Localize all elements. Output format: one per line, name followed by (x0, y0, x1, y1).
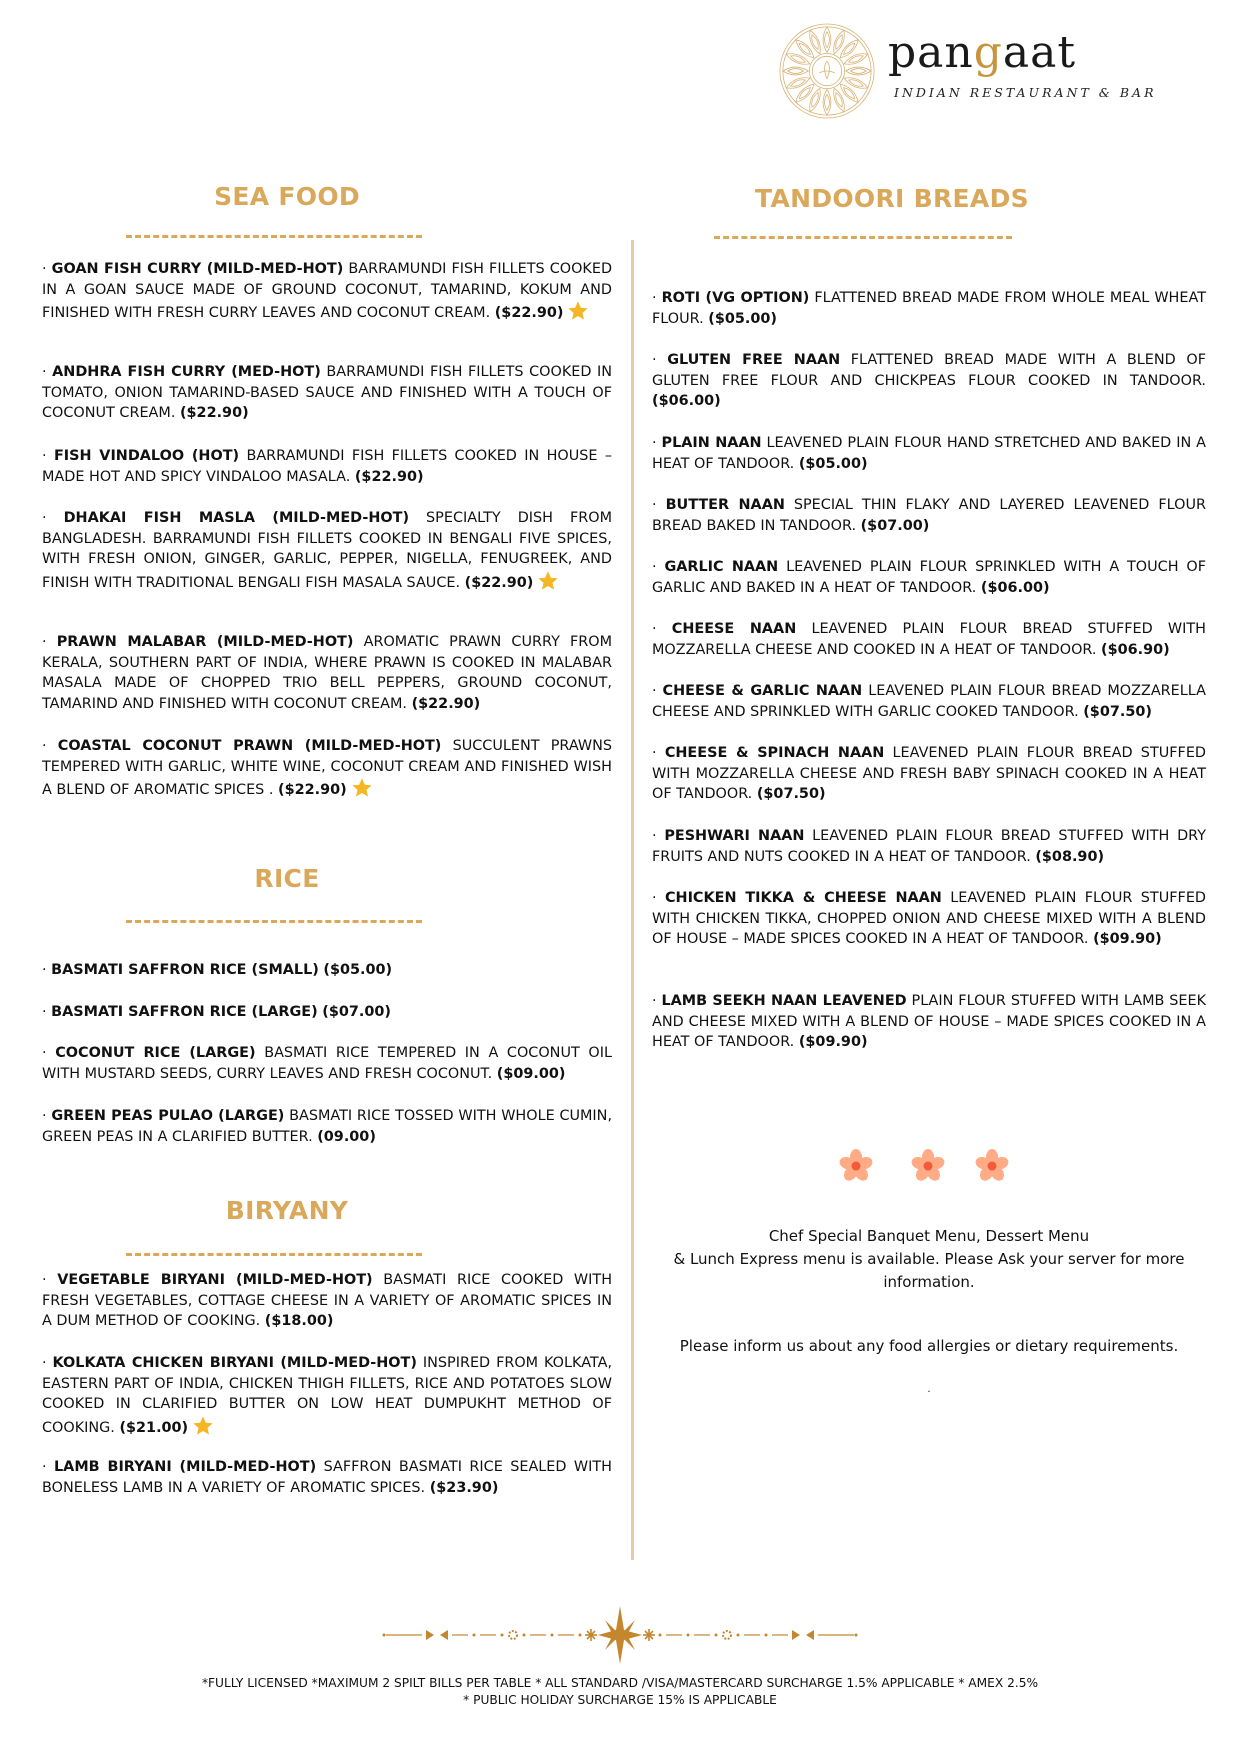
star-icon (537, 570, 559, 592)
menu-item: · LAMB BIRYANI (MILD-MED-HOT) SAFFRON BASMATI RICE SEALED WITH BONELESS LAMB IN A VARIETY OF AROMATIC SPICES. ($23.90) (42, 1459, 612, 1496)
menu-item: · GLUTEN FREE NAAN FLATTENED BREAD MADE WITH A BLEND OF GLUTEN FREE FLOUR AND CHICKPEAS FLOUR COOKED IN TANDOOR. ($06.00) (652, 352, 1206, 410)
flower-decoration (838, 1148, 1018, 1188)
menu-item: · PLAIN NAAN LEAVENED PLAIN FLOUR HAND STRETCHED AND BAKED IN A HEAT OF TANDOOR. ($05.00) (652, 435, 1207, 472)
allergy-note: Please inform us about any food allergies or dietary requirements. (679, 1337, 1179, 1355)
flower-icon (974, 1148, 1010, 1184)
brand-name: pangaat (888, 27, 1077, 78)
stray-dot: . (927, 1384, 931, 1395)
column-divider (631, 240, 634, 1560)
menu-item: · COASTAL COCONUT PRAWN (MILD-MED-HOT) SUCCULENT PRAWNS TEMPERED WITH GARLIC, WHITE WINE, COCONUT CREAM AND FINISHED WISH A BLEND OF AROMATIC SPICES . ($22.90) (42, 738, 613, 799)
footer-terms (100, 1675, 1140, 1709)
menu-item: · FISH VINDALOO (HOT) BARRAMUNDI FISH FILLETS COOKED IN HOUSE – MADE HOT AND SPICY VINDALOO MASALA. ($22.90) (42, 448, 613, 485)
menu-item: · CHEESE & SPINACH NAAN LEAVENED PLAIN FLOUR BREAD STUFFED WITH MOZZARELLA CHEESE AND FRESH BABY SPINACH COOKED IN A HEAT OF TANDOOR. ($07.50) (652, 745, 1206, 803)
menu-item: · COCONUT RICE (LARGE) BASMATI RICE TEMPERED IN A COCONUT OIL WITH MUSTARD SEEDS, CURRY LEAVES AND FRESH COCONUT. ($09.00) (42, 1045, 613, 1082)
section-underline (714, 236, 1012, 239)
menu-item: · VEGETABLE BIRYANI (MILD-MED-HOT) BASMATI RICE COOKED WITH FRESH VEGETABLES, COTTAGE CHEESE IN A VARIETY OF AROMATIC SPICES IN A DUM METHOD OF COOKING. ($18.00) (42, 1272, 613, 1330)
section-underline (126, 1253, 422, 1256)
footer-line-1: *FULLY LICENSED *MAXIMUM 2 SPILT BILLS PER TABLE * ALL STANDARD /VISA/MASTERCARD SURCHARGE 1.5% APPLICABLE * AMEX 2.5% (201, 1676, 1039, 1690)
section-title: BIRYANY (225, 1196, 349, 1225)
flower-icon (910, 1148, 946, 1184)
menu-item: · GREEN PEAS PULAO (LARGE) BASMATI RICE TOSSED WITH WHOLE CUMIN, GREEN PEAS IN A CLARIFIED BUTTER. (09.00) (42, 1108, 613, 1145)
menu-item: · KOLKATA CHICKEN BIRYANI (MILD-MED-HOT) INSPIRED FROM KOLKATA, EASTERN PART OF INDIA, CHICKEN THIGH FILLETS, RICE AND POTATOES SLOW COOKED IN CLARIFIED BUTTER ON LOW HEAT DUMPUKHT METHOD OF COOKING. ($21.00) (42, 1355, 613, 1436)
star-icon (567, 300, 589, 322)
section-rice (42, 864, 612, 893)
menu-item: · BUTTER NAAN SPECIAL THIN FLAKY AND LAYERED LEAVENED FLOUR BREAD BAKED IN TANDOOR. ($07.00) (652, 497, 1206, 534)
menu-item: · ROTI (VG OPTION) FLATTENED BREAD MADE FROM WHOLE MEAL WHEAT FLOUR. ($05.00) (652, 290, 1206, 327)
section-title: TANDOORI BREADS (755, 184, 1029, 213)
menu-item: · CHEESE & GARLIC NAAN LEAVENED PLAIN FLOUR BREAD MOZZARELLA CHEESE AND SPRINKLED WITH GARLIC COOKED TANDOOR. ($07.50) (652, 683, 1206, 720)
menu-item: · BASMATI SAFFRON RICE (LARGE) ($07.00) (42, 1004, 391, 1020)
section-underline (126, 920, 422, 923)
menu-item: · BASMATI SAFFRON RICE (SMALL) ($05.00) (42, 962, 393, 978)
menu-item: · CHICKEN TIKKA & CHEESE NAAN LEAVENED PLAIN FLOUR STUFFED WITH CHICKEN TIKKA, CHOPPED ONION AND CHEESE MIXED WITH A BLEND OF HOUSE – MADE SPICES COOKED IN A HEAT OF TANDOOR. ($09.90) (652, 890, 1206, 948)
right-column (652, 0, 1206, 1755)
section-seafood (42, 182, 612, 211)
flower-icon (838, 1148, 874, 1184)
section-title: RICE (254, 864, 320, 893)
section-tandoori-breads (652, 184, 1206, 213)
star-icon (192, 1415, 214, 1437)
ornament-divider-icon (380, 1600, 860, 1670)
menu-availability-note: Chef Special Banquet Menu, Dessert Menu & Lunch Express menu is available. Please Ask your server for more information. (673, 1227, 1185, 1291)
menu-item: · GARLIC NAAN LEAVENED PLAIN FLOUR SPRINKLED WITH A TOUCH OF GARLIC AND BAKED IN A HEAT OF TANDOOR. ($06.00) (652, 559, 1206, 596)
menu-item: · ANDHRA FISH CURRY (MED-HOT) BARRAMUNDI FISH FILLETS COOKED IN TOMATO, ONION TAMARIND-BASED SAUCE AND FINISHED WITH A TOUCH OF COCONUT CREAM. ($22.90) (42, 364, 613, 422)
menu-item: · PRAWN MALABAR (MILD-MED-HOT) AROMATIC PRAWN CURRY FROM KERALA, SOUTHERN PART OF INDIA, WHERE PRAWN IS COOKED IN MALABAR MASALA MADE OF CHOPPED TRIO BELL PEPPERS, GROUND COCONUT, TAMARIND AND FINISHED WITH COCONUT CREAM. ($22.90) (42, 634, 613, 712)
footer-line-2: * PUBLIC HOLIDAY SURCHARGE 15% IS APPLICABLE (463, 1693, 777, 1707)
menu-item: · DHAKAI FISH MASLA (MILD-MED-HOT) SPECIALTY DISH FROM BANGLADESH. BARRAMUNDI FISH FILLETS COOKED IN BENGALI FIVE SPICES, WITH FRESH ONION, GINGER, GARLIC, PEPPER, NIGELLA, FENUGREEK, AND FINISH WITH TRADITIONAL BENGALI FISH MASALA SAUCE. ($22.90) (42, 510, 613, 591)
menu-item: · CHEESE NAAN LEAVENED PLAIN FLOUR BREAD STUFFED WITH MOZZARELLA CHEESE AND COOKED IN A HEAT OF TANDOOR. ($06.90) (652, 621, 1206, 658)
menu-item: · GOAN FISH CURRY (MILD-MED-HOT) BARRAMUNDI FISH FILLETS COOKED IN A GOAN SAUCE MADE OF GROUND COCONUT, TAMARIND, KOKUM AND FINISHED WITH FRESH CURRY LEAVES AND COCONUT CREAM. ($22.90) (42, 261, 613, 322)
menu-item: · LAMB SEEKH NAAN LEAVENED PLAIN FLOUR STUFFED WITH LAMB SEEK AND CHEESE MIXED WITH A BLEND OF HOUSE – MADE SPICES COOKED IN A HEAT OF TANDOOR. ($09.90) (652, 993, 1207, 1051)
left-column (42, 0, 612, 1755)
section-biryany (42, 1196, 612, 1225)
star-icon (351, 777, 373, 799)
section-underline (126, 235, 422, 238)
brand-tagline: INDIAN RESTAURANT & BAR (894, 85, 1157, 100)
menu-item: · PESHWARI NAAN LEAVENED PLAIN FLOUR BREAD STUFFED WITH DRY FRUITS AND NUTS COOKED IN A HEAT OF TANDOOR. ($08.90) (652, 828, 1207, 865)
section-title: SEA FOOD (214, 182, 360, 211)
